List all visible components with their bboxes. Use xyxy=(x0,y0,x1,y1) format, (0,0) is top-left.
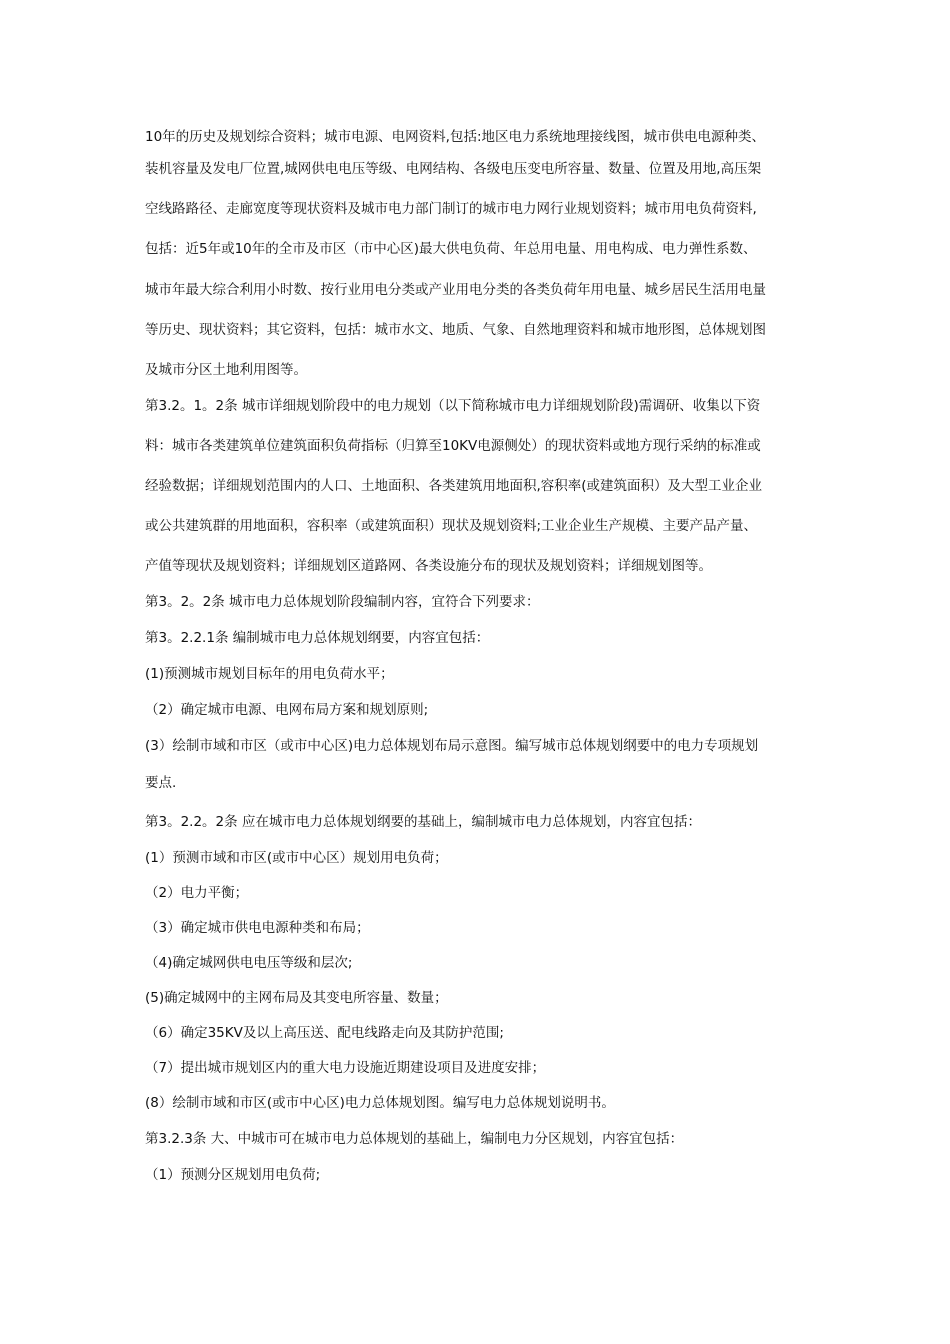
article-heading-3-2-2-2: 第3。2.2。2条 应在城市电力总体规划纲要的基础上，编制城市电力总体规划，内容宜包括： xyxy=(145,814,701,830)
list-item: （7）提出城市规划区内的重大电力设施近期建设项目及进度安排； xyxy=(145,1060,546,1076)
article-heading-3-2-2: 第3。2。2条 城市电力总体规划阶段编制内容，宜符合下列要求： xyxy=(145,594,540,610)
list-item: （3）确定城市供电电源种类和布局； xyxy=(145,920,370,936)
paragraph-line: 包括：近5年或10年的全市及市区（市中心区)最大供电负荷、年总用电量、用电构成、电力弹性系数、 xyxy=(145,241,757,257)
list-item: （4)确定城网供电电压等级和层次; xyxy=(145,955,353,971)
article-heading-3-2-3: 第3.2.3条 大、中城市可在城市电力总体规划的基础上，编制电力分区规划，内容宜包括： xyxy=(145,1131,684,1147)
paragraph-line: 及城市分区土地利用图等。 xyxy=(145,362,307,378)
list-item: (8）绘制市域和市区(或市中心区)电力总体规划图。编写电力总体规划说明书。 xyxy=(145,1095,615,1111)
list-item: (5)确定城网中的主网布局及其变电所容量、数量； xyxy=(145,990,448,1006)
paragraph-line: 等历史、现状资料；其它资料，包括：城市水文、地质、气象、自然地理资料和城市地形图，总体规划图 xyxy=(145,322,766,338)
article-heading-3-2-2-1: 第3。2.2.1条 编制城市电力总体规划纲要，内容宜包括： xyxy=(145,630,490,646)
list-item: (1）预测市域和市区(或市中心区）规划用电负荷； xyxy=(145,850,448,866)
paragraph-line: 或公共建筑群的用地面积，容积率（或建筑面积）现状及规划资料;工业企业生产规模、主要产品产量、 xyxy=(145,518,758,534)
list-item: （1）预测分区规划用电负荷; xyxy=(145,1167,321,1183)
paragraph-line: 装机容量及发电厂位置,城网供电电压等级、电网结构、各级电压变电所容量、数量、位置及用地,高压架 xyxy=(145,161,762,177)
article-heading-3-2-1-2: 第3.2。1。2条 城市详细规划阶段中的电力规划（以下简称城市电力详细规划阶段)需调研、收集以下资 xyxy=(145,398,761,414)
paragraph-line: 10年的历史及规划综合资料；城市电源、电网资料,包括:地区电力系统地理接线图，城市供电电源种类、 xyxy=(145,129,766,145)
paragraph-line: 城市年最大综合利用小时数、按行业用电分类或产业用电分类的各类负荷年用电量、城乡居民生活用电量 xyxy=(145,282,766,298)
paragraph-line: 产值等现状及规划资料；详细规划区道路网、各类设施分布的现状及规划资料；详细规划图等。 xyxy=(145,558,712,574)
list-item: （2）电力平衡； xyxy=(145,885,249,901)
paragraph-line: 料：城市各类建筑单位建筑面积负荷指标（归算至10KV电源侧处）的现状资料或地方现行采纳的标准或 xyxy=(145,438,761,454)
list-item: (1)预测城市规划目标年的用电负荷水平； xyxy=(145,666,394,682)
list-item: （6）确定35KV及以上高压送、配电线路走向及其防护范围; xyxy=(145,1025,504,1041)
list-item: (3）绘制市域和市区（或市中心区)电力总体规划布局示意图。编写城市总体规划纲要中的电力专项规划 xyxy=(145,738,759,754)
paragraph-line: 空线路路径、走廊宽度等现状资料及城市电力部门制订的城市电力网行业规划资料；城市用电负荷资料, xyxy=(145,201,757,217)
list-item-continuation: 要点. xyxy=(145,775,177,791)
paragraph-line: 经验数据；详细规划范围内的人口、土地面积、各类建筑用地面积,容积率(或建筑面积）及大型工业企业 xyxy=(145,478,763,494)
list-item: （2）确定城市电源、电网布局方案和规划原则; xyxy=(145,702,429,718)
